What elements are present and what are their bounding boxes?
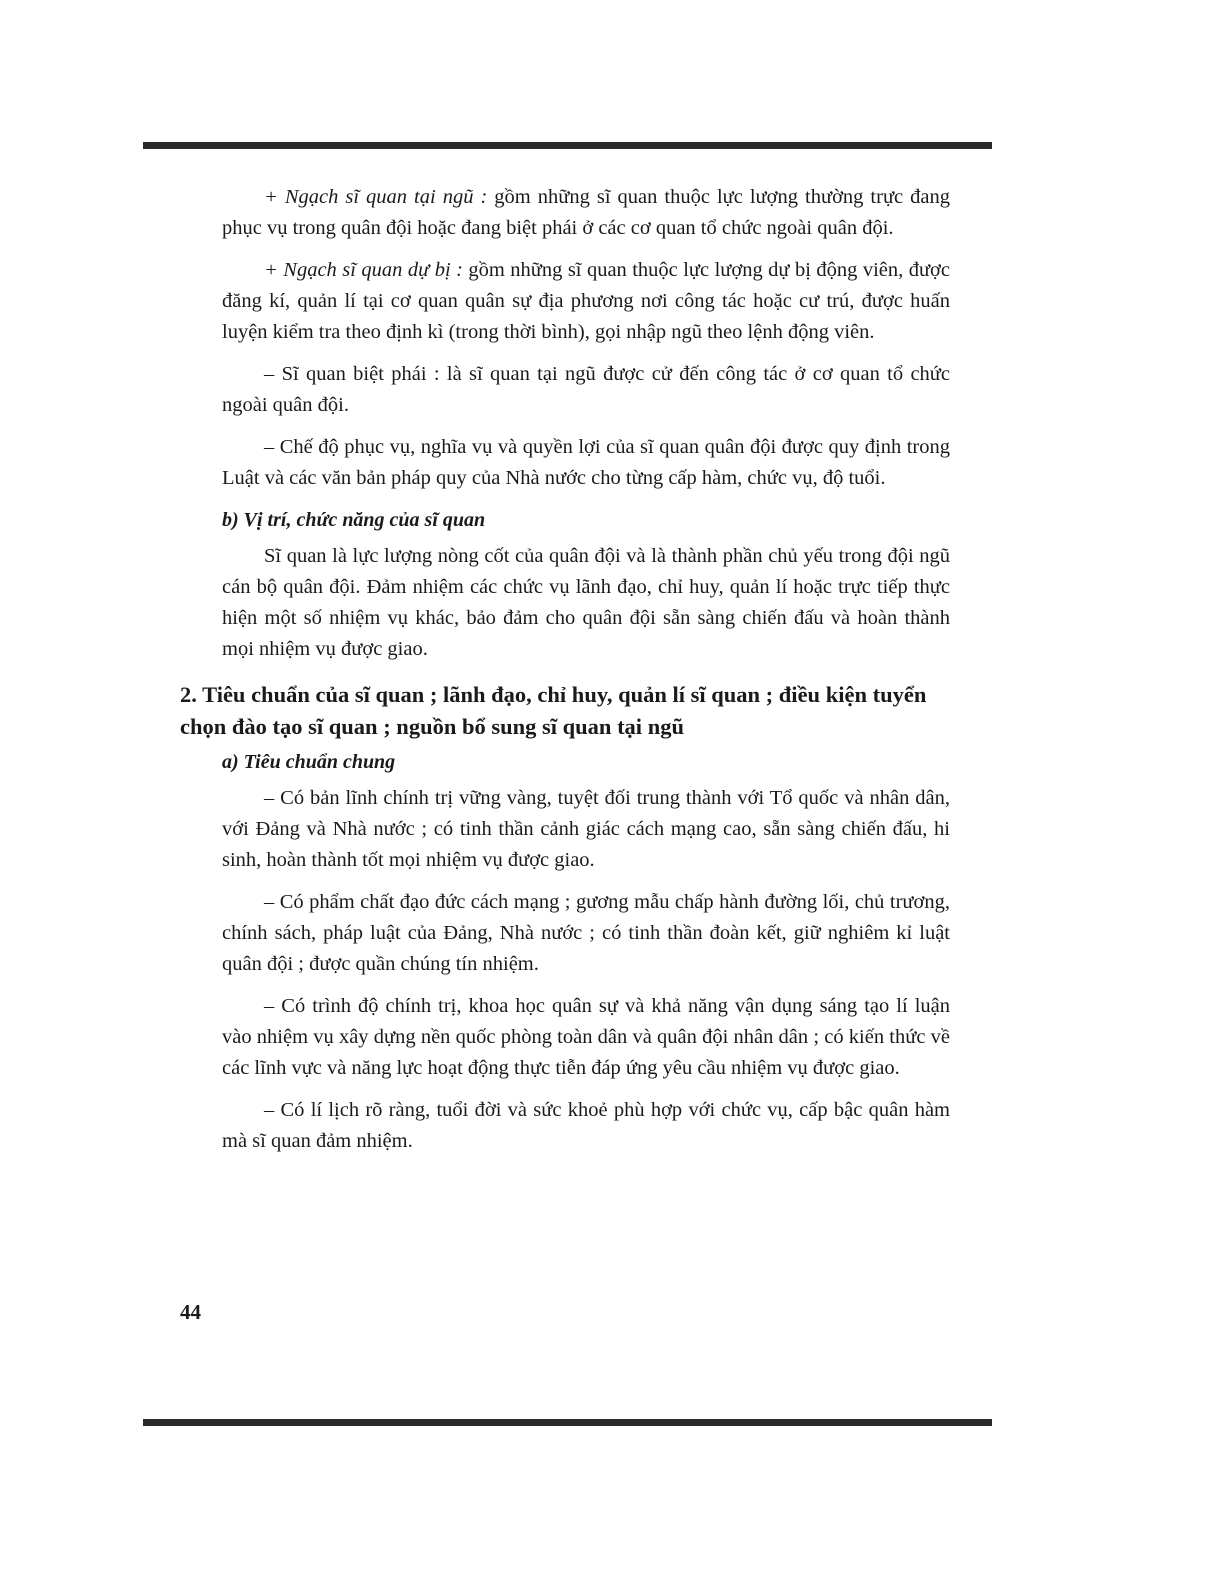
term-reserve-rank: + Ngạch sĩ quan dự bị : [264,259,463,281]
paragraph-active-duty-rank [222,182,950,244]
paragraph-seconded-officer: – Sĩ quan biệt phái : là sĩ quan tại ngũ được cử đến công tác ở cơ quan tổ chức ngoài quân đội. [222,363,950,416]
paragraph-service-regime: – Chế độ phục vụ, nghĩa vụ và quyền lợi của sĩ quan quân đội được quy định trong Luật và các văn bản pháp quy của Nhà nước cho từng cấp hàm, chức vụ, độ tuổi. [222,436,950,489]
definition-active-duty-rank: gồm những sĩ quan thuộc lực lượng thường trực đang phục vụ trong quân đội hoặc đang biệt phái ở các cơ quan tổ chức ngoài quân đội. [222,186,951,239]
paragraph-standard-background: – Có lí lịch rõ ràng, tuổi đời và sức khoẻ phù hợp với chức vụ, cấp bậc quân hàm mà sĩ quan đảm nhiệm. [222,1099,950,1152]
term-active-duty-rank: + Ngạch sĩ quan tại ngũ : [264,186,488,208]
page-body [180,182,951,1168]
paragraph-role-function: Sĩ quan là lực lượng nòng cốt của quân đội và là thành phần chủ yếu trong đội ngũ cán bộ quân đội. Đảm nhiệm các chức vụ lãnh đạo, chỉ huy, quản lí hoặc trực tiếp thực hiện một số nhiệm vụ khác, bảo đảm cho quân đội sẵn sàng chiến đấu và hoàn thành mọi nhiệm vụ được giao. [222,545,950,660]
paragraph-standard-political: – Có bản lĩnh chính trị vững vàng, tuyệt đối trung thành với Tổ quốc và nhân dân, với Đảng và Nhà nước ; có tinh thần cảnh giác cách mạng cao, sẵn sàng chiến đấu, hi sinh, hoàn thành tốt mọi nhiệm vụ được giao. [222,787,950,871]
page-number: 44 [180,1300,201,1324]
top-rule [143,142,992,149]
paragraph-standard-ethics: – Có phẩm chất đạo đức cách mạng ; gương mẫu chấp hành đường lối, chủ trương, chính sách, pháp luật của Đảng, Nhà nước ; có tinh thần đoàn kết, giữ nghiêm kỉ luật quân đội ; được quần chúng tín nhiệm. [222,891,950,975]
bottom-rule [143,1419,992,1426]
definition-reserve-rank: gồm những sĩ quan thuộc lực lượng dự bị động viên, được đăng kí, quản lí tại cơ quan quân sự địa phương nơi công tác hoặc cư trú, được huấn luyện kiểm tra theo định kì (trong thời bình), gọi nhập ngũ theo lệnh động viên. [222,259,950,343]
subheading-role-function: b) Vị trí, chức năng của sĩ quan [222,509,486,531]
section-heading-officer-standards: 2. Tiêu chuẩn của sĩ quan ; lãnh đạo, chỉ huy, quản lí sĩ quan ; điều kiện tuyển chọn đào tạo sĩ quan ; nguồn bổ sung sĩ quan tại ngũ [180,682,927,739]
paragraph-reserve-rank [222,255,950,348]
paragraph-standard-competence: – Có trình độ chính trị, khoa học quân sự và khả năng vận dụng sáng tạo lí luận vào nhiệm vụ xây dựng nền quốc phòng toàn dân và quân đội nhân dân ; có kiến thức về các lĩnh vực và năng lực hoạt động thực tiễn đáp ứng yêu cầu nhiệm vụ được giao. [222,995,950,1079]
subheading-general-standards: a) Tiêu chuẩn chung [222,751,396,773]
